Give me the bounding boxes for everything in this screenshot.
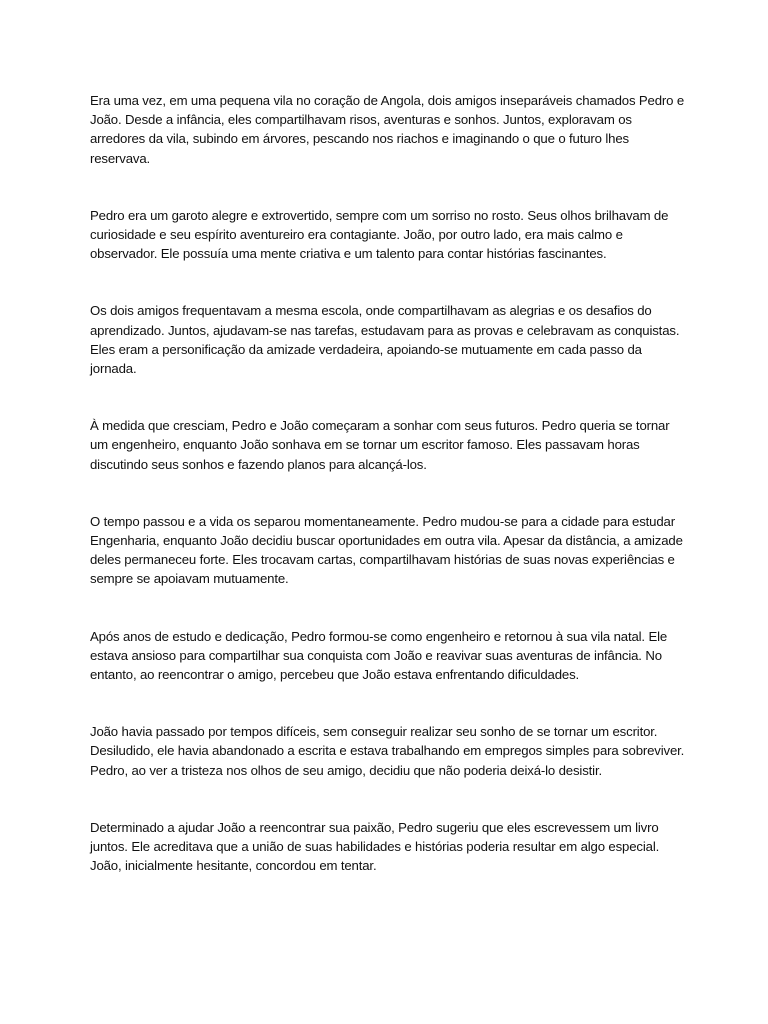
document-body (90, 91, 690, 913)
paragraph-6: Após anos de estudo e dedicação, Pedro formou-se como engenheiro e retornou à sua vila natal. Ele estava ansioso para compartilhar sua conquista com João e reavivar suas aventuras de infância. No entanto, ao reencontrar o amigo, percebeu que João estava enfrentando dificuldades. (90, 628, 668, 683)
paragraph-7: João havia passado por tempos difíceis, sem conseguir realizar seu sonho de se tornar um escritor. Desiludido, ele havia abandonado a escrita e estava trabalhando em empregos simples para sobreviver. Pedro, ao ver a tristeza nos olhos de seu amigo, decidiu que não poderia deixá-lo desistir. (90, 724, 685, 778)
paragraph-8: Determinado a ajudar João a reencontrar sua paixão, Pedro sugeriu que eles escrevessem um livro juntos. Ele acreditava que a união de suas habilidades e histórias poderia resultar em algo especial. João, inicialmente hesitante, concordou em tentar. (90, 819, 660, 874)
paragraph-3: Os dois amigos frequentavam a mesma escola, onde compartilhavam as alegrias e os desafios do aprendizado. Juntos, ajudavam-se nas tarefas, estudavam para as provas e celebravam as conquistas. Eles eram a personificação da amizade verdadeira, apoiando-se mutuamente em cada passo da jornada. (90, 303, 680, 377)
paragraph-5: O tempo passou e a vida os separou momentaneamente. Pedro mudou-se para a cidade para estudar Engenharia, enquanto João decidiu buscar oportunidades em outra vila. Apesar da distância, a amizade deles permaneceu forte. Eles trocavam cartas, compartilhavam histórias de suas novas experiências e sempre se apoiavam mutuamente. (90, 513, 683, 587)
paragraph-4: À medida que cresciam, Pedro e João começaram a sonhar com seus futuros. Pedro queria se tornar um engenheiro, enquanto João sonhava em se tornar um escritor famoso. Eles passavam horas discutindo seus sonhos e fazendo planos para alcançá-los. (90, 418, 670, 472)
paragraph-1: Era uma vez, em uma pequena vila no coração de Angola, dois amigos inseparáveis chamados Pedro e João. Desde a infância, eles compartilhavam risos, aventuras e sonhos. Juntos, exploravam os arredores da vila, subindo em árvores, pescando nos riachos e imaginando o que o futuro lhes reservava. (90, 93, 685, 166)
paragraph-2: Pedro era um garoto alegre e extrovertido, sempre com um sorriso no rosto. Seus olhos brilhavam de curiosidade e seu espírito aventureiro era contagiante. João, por outro lado, era mais calmo e observador. Ele possuía uma mente criativa e um talento para contar histórias fascinantes. (90, 207, 669, 262)
